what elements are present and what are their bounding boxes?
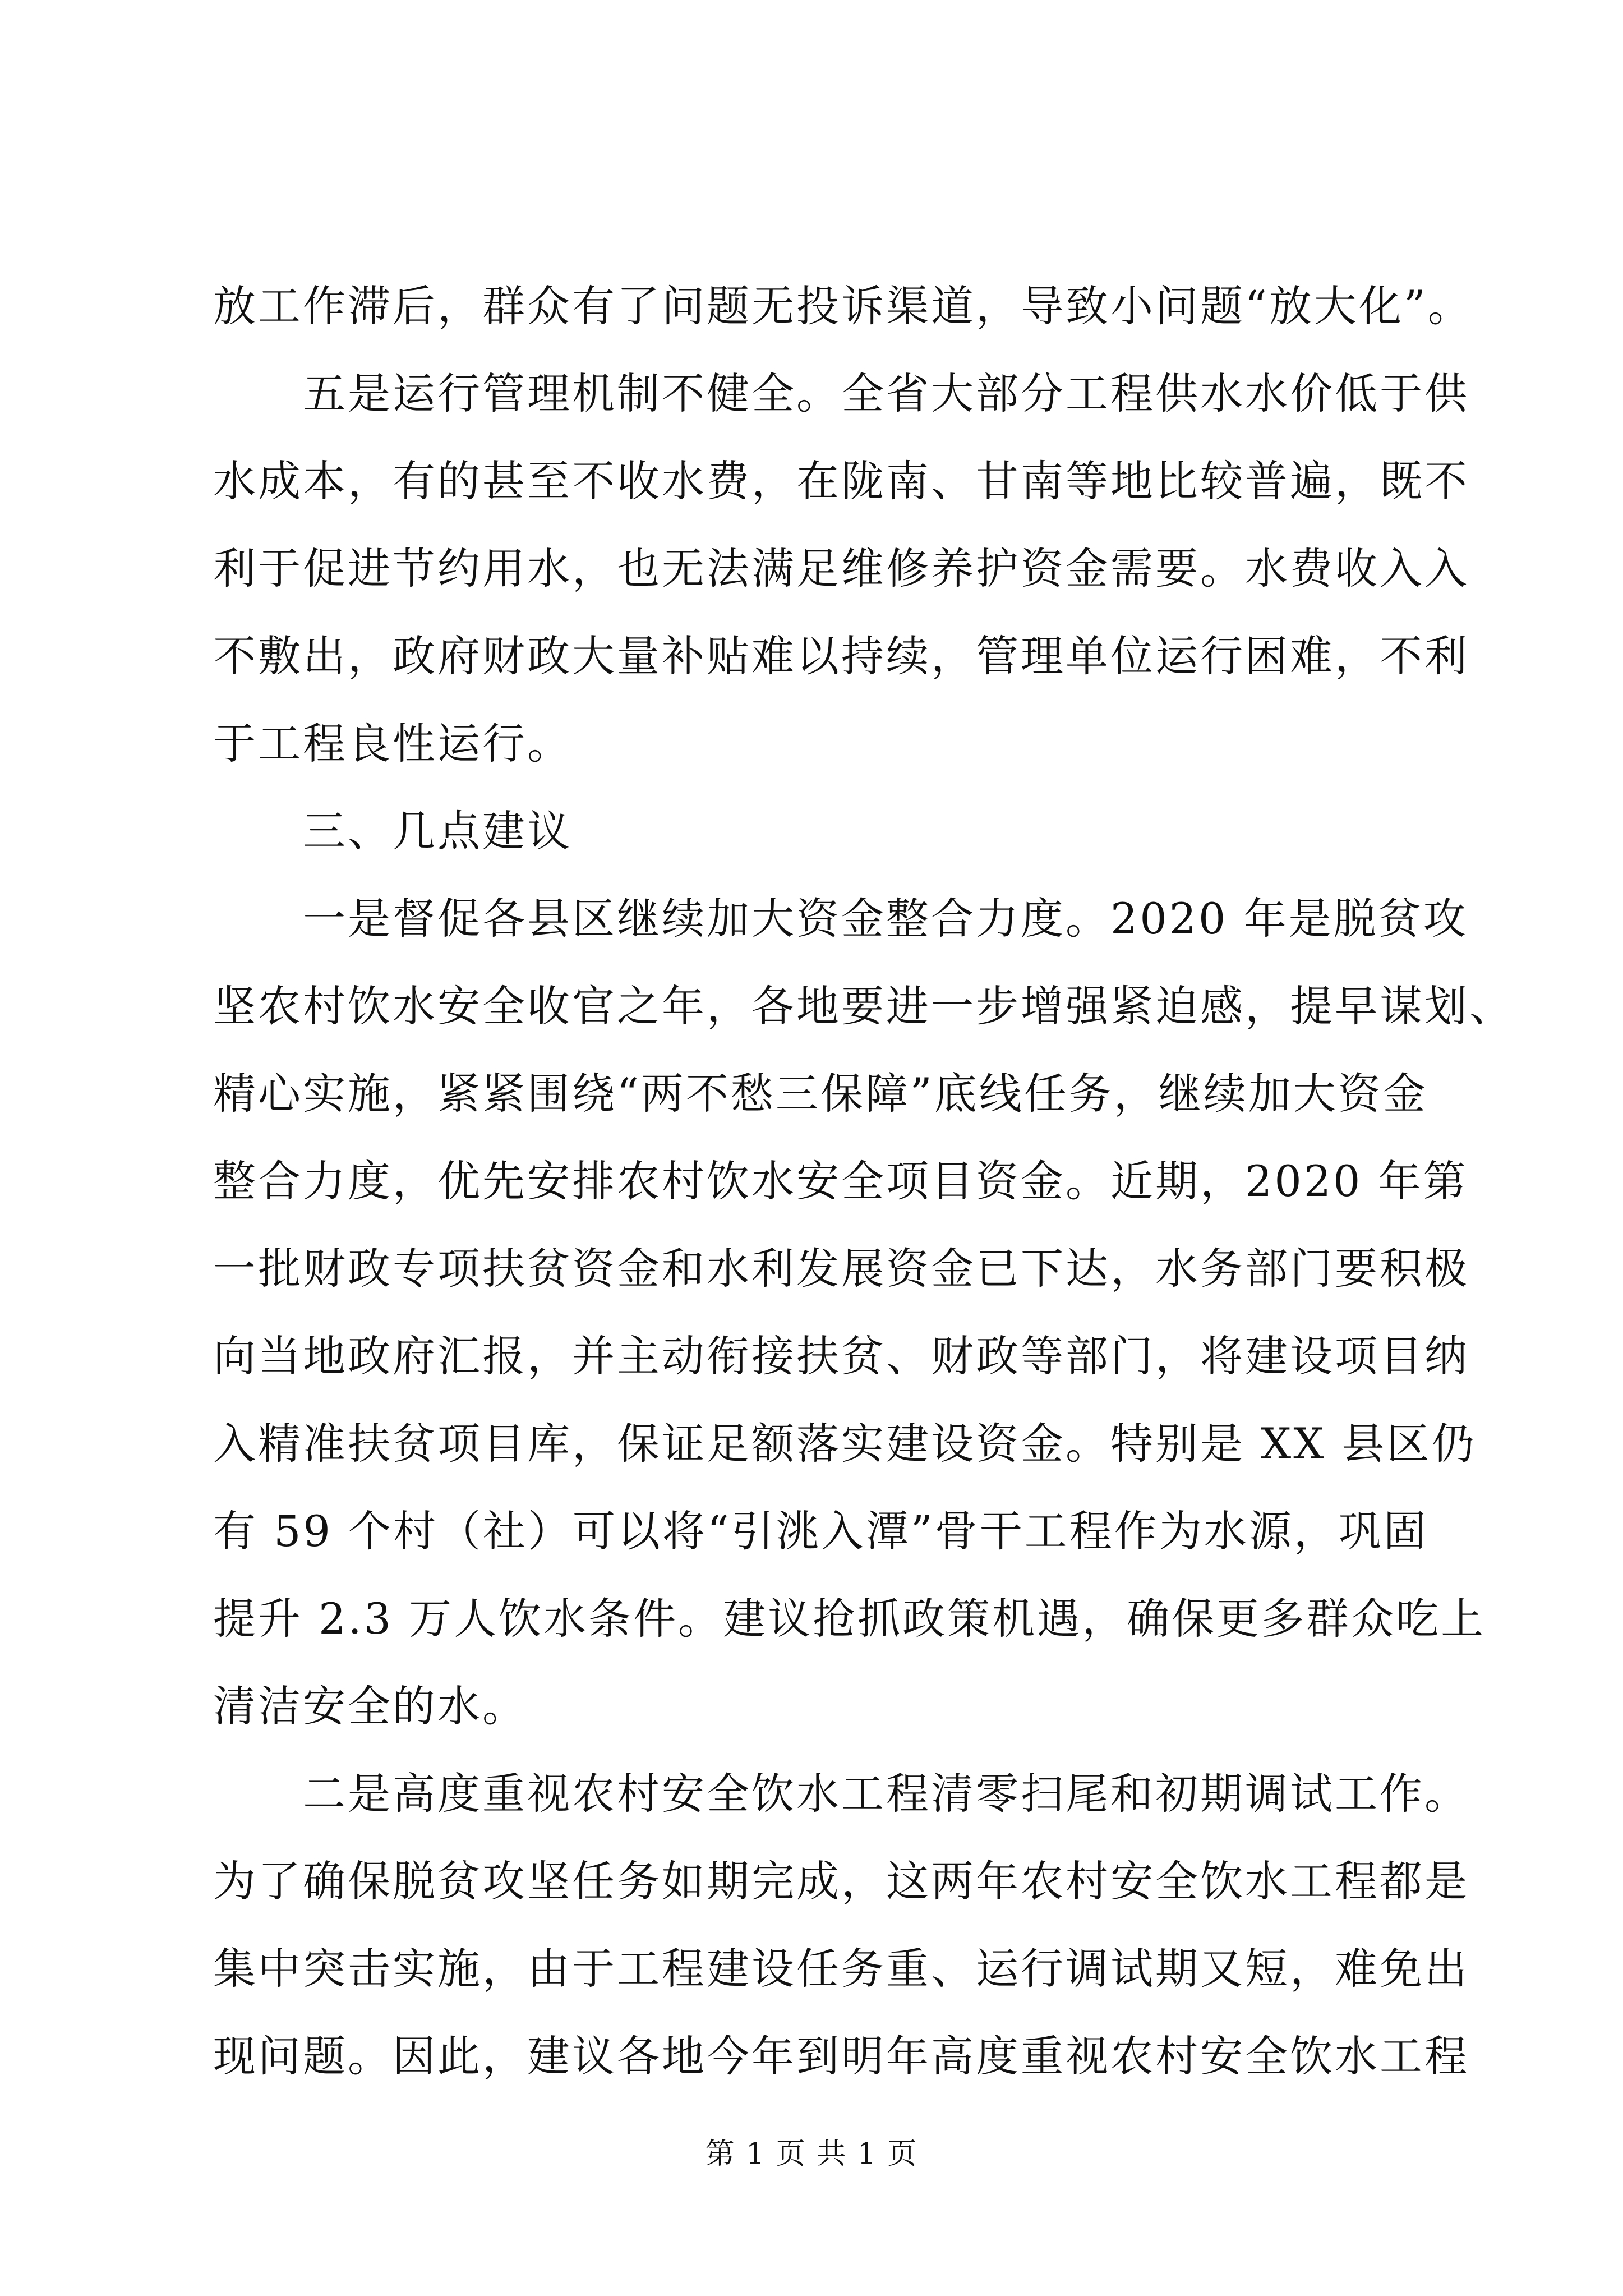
text-line-19: 为了确保脱贫攻坚任务如期完成，这两年农村安全饮水工程都是 [213, 1856, 1469, 1906]
document-body [213, 263, 1514, 2100]
text-line-8: 一是督促各县区继续加大资金整合力度。2020 年是脱贫攻 [303, 894, 1468, 944]
text-line-6: 于工程良性运行。 [213, 719, 572, 769]
text-line-9: 坚农村饮水安全收官之年，各地要进一步增强紧迫感，提早谋划、 [213, 981, 1514, 1031]
text-line-4: 利于促进节约用水，也无法满足维修养护资金需要。水费收入入 [213, 544, 1469, 593]
text-line-20: 集中突击实施，由于工程建设任务重、运行调试期又短，难免出 [213, 1944, 1469, 1994]
text-line-11: 整合力度，优先安排农村饮水安全项目资金。近期，2020 年第 [213, 1156, 1468, 1206]
text-line-12: 一批财政专项扶贫资金和水利发展资金已下达，水务部门要积极 [213, 1244, 1469, 1294]
text-line-3: 水成本，有的甚至不收水费，在陇南、甘南等地比较普遍，既不 [213, 456, 1469, 506]
text-line-13: 向当地政府汇报，并主动衔接扶贫、财政等部门，将建设项目纳 [213, 1331, 1469, 1381]
text-line-1: 放工作滞后，群众有了问题无投诉渠道，导致小问题“放大化”。 [213, 281, 1473, 331]
page-number-footer: 第 1 页 共 1 页 [705, 2137, 918, 2171]
text-line-18: 二是高度重视农村安全饮水工程清零扫尾和初期调试工作。 [303, 1769, 1469, 1819]
text-line-16: 提升 2.3 万人饮水条件。建议抢抓政策机遇，确保更多群众吃上 [213, 1594, 1486, 1644]
section-heading: 三、几点建议 [303, 806, 572, 856]
text-line-5: 不敷出，政府财政大量补贴难以持续，管理单位运行困难，不利 [213, 631, 1469, 681]
text-line-10: 精心实施，紧紧围绕“两不愁三保障”底线任务，继续加大资金 [213, 1069, 1428, 1119]
text-line-17: 清洁安全的水。 [213, 1681, 527, 1731]
text-line-2: 五是运行管理机制不健全。全省大部分工程供水水价低于供 [303, 369, 1469, 418]
text-line-14: 入精准扶贫项目库，保证足额落实建设资金。特别是 XX 县区仍 [213, 1419, 1477, 1469]
text-line-15: 有 59 个村（社）可以将“引洮入潭”骨干工程作为水源，巩固 [213, 1506, 1428, 1556]
text-line-21: 现问题。因此，建议各地今年到明年高度重视农村安全饮水工程 [213, 2031, 1469, 2081]
